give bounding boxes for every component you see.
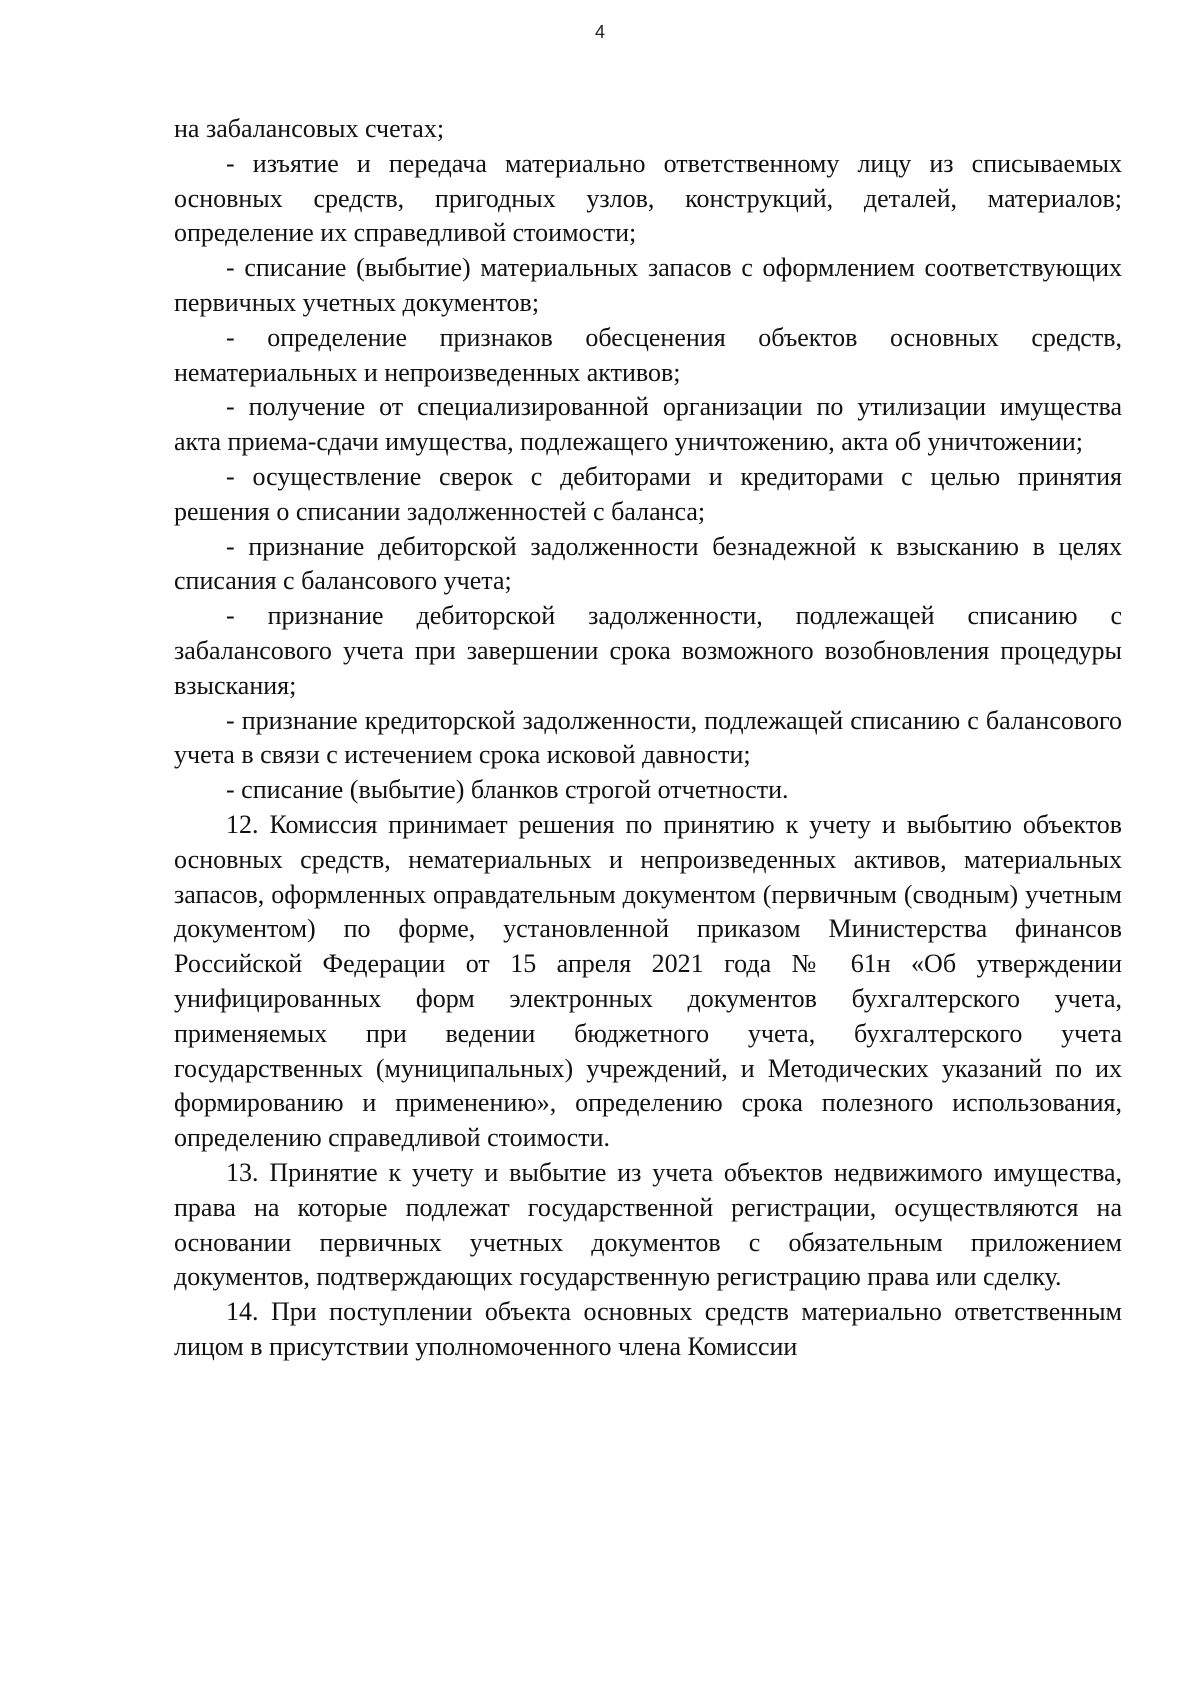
paragraph: - списание (выбытие) материальных запасов с оформлением соответствующих первичных учетных документов;: [174, 253, 1122, 317]
document-body: [174, 112, 1122, 1365]
paragraph: - признание дебиторской задолженности, подлежащей списанию с забалансового учета при завершении срока возможного возобновления процедуры взыскания;: [174, 601, 1122, 700]
paragraph: на забалансовых счетах;: [174, 114, 445, 143]
paragraph: 14. При поступлении объекта основных средств материально ответственным лицом в присутствии уполномоченного члена Комиссии: [174, 1297, 1122, 1361]
paragraph: - признание дебиторской задолженности безнадежной к взысканию в целях списания с балансового учета;: [174, 531, 1122, 596]
paragraph: - осуществление сверок с дебиторами и кредиторами с целью принятия решения о списании задолженностей с баланса;: [174, 461, 1122, 526]
paragraph: - определение признаков обесценения объектов основных средств, нематериальных и непроизведенных активов;: [174, 322, 1122, 387]
paragraph: - списание (выбытие) бланков строгой отчетности.: [226, 775, 789, 805]
paragraph: - изъятие и передача материально ответственному лицу из списываемых основных средств, пригодных узлов, конструкций, деталей, материалов; определение их справедливой стоимости;: [174, 148, 1122, 248]
paragraph: 12. Комиссия принимает решения по принятию к учету и выбытию объектов основных средств, нематериальных и непроизведенных активов, материальных запасов, оформленных оправдательным документом (первичным (сводным) учетным документом) по форме, установленной приказом Министерства финансов Российской Федерации от 15 апреля 2021 года № 61н «Об утверждении унифицированных форм электронных документов бухгалтерского учета, применяемых при ведении бюджетного учета, бухгалтерского учета государственных (муниципальных) учреждений, и Методических указаний по их формированию и применению», определению срока полезного использования, определению справедливой стоимости.: [174, 809, 1122, 1153]
paragraph: 13. Принятие к учету и выбытие из учета объектов недвижимого имущества, права на которые подлежат государственной регистрации, осуществляются на основании первичных учетных документов с обязательным приложением документов, подтверждающих государственную регистрацию права или сделку.: [174, 1157, 1122, 1292]
paragraph: - получение от специализированной организации по утилизации имущества акта приема-сдачи имущества, подлежащего уничтожению, акта об уничтожении;: [174, 392, 1122, 457]
page-number: 4: [594, 22, 605, 42]
paragraph: - признание кредиторской задолженности, подлежащей списанию с балансового учета в связи с истечением срока исковой давности;: [174, 705, 1122, 770]
